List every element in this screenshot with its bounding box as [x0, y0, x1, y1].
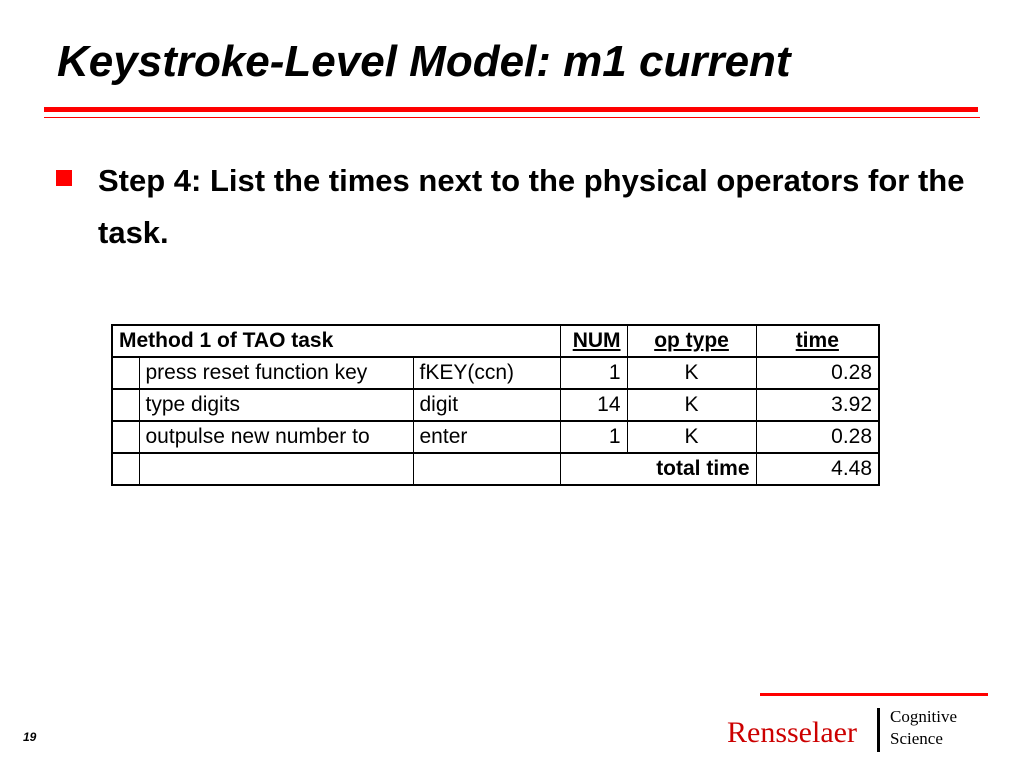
time-cell: 0.28	[756, 357, 879, 389]
row-indent-cell	[112, 389, 139, 421]
footer-rule	[760, 693, 988, 696]
table-row	[112, 421, 879, 453]
operator-cell: enter	[413, 421, 560, 453]
step-cell: press reset function key	[139, 357, 413, 389]
title-underline-thick	[44, 107, 978, 112]
bullet-text: Step 4: List the times next to the physical operators for the task.	[98, 163, 965, 250]
table-header-row	[112, 325, 879, 357]
operator-cell: digit	[413, 389, 560, 421]
row-indent-cell	[112, 421, 139, 453]
header-method: Method 1 of TAO task	[112, 325, 560, 357]
logo-divider	[877, 708, 880, 752]
logo-sub-line2: Science	[890, 729, 943, 748]
num-cell: 1	[560, 421, 627, 453]
table-total-row	[112, 453, 879, 485]
time-cell: 3.92	[756, 389, 879, 421]
operators-table	[111, 324, 880, 486]
header-num: NUM	[560, 325, 627, 357]
logo-main-text: Rensselaer	[727, 716, 857, 749]
logo-sub-line1: Cognitive	[890, 707, 958, 726]
num-cell: 1	[560, 357, 627, 389]
slide-title: Keystroke-Level Model: m1 current	[57, 37, 791, 86]
op-type-cell: K	[627, 357, 756, 389]
table-row	[112, 357, 879, 389]
table-row	[112, 389, 879, 421]
num-cell: 14	[560, 389, 627, 421]
row-indent-cell	[112, 357, 139, 389]
operator-cell: fKEY(ccn)	[413, 357, 560, 389]
header-time: time	[756, 325, 879, 357]
header-op-type: op type	[627, 325, 756, 357]
empty-cell	[139, 453, 413, 485]
time-cell: 0.28	[756, 421, 879, 453]
total-time-label: total time	[560, 453, 756, 485]
empty-cell	[413, 453, 560, 485]
total-time-value: 4.48	[756, 453, 879, 485]
bullet-square-icon	[56, 170, 72, 186]
step-cell: type digits	[139, 389, 413, 421]
logo-sub-text	[890, 706, 957, 750]
op-type-cell: K	[627, 389, 756, 421]
row-indent-cell	[112, 453, 139, 485]
title-underline-thin	[44, 117, 980, 118]
op-type-cell: K	[627, 421, 756, 453]
page-number: 19	[23, 730, 37, 744]
step-cell: outpulse new number to	[139, 421, 413, 453]
